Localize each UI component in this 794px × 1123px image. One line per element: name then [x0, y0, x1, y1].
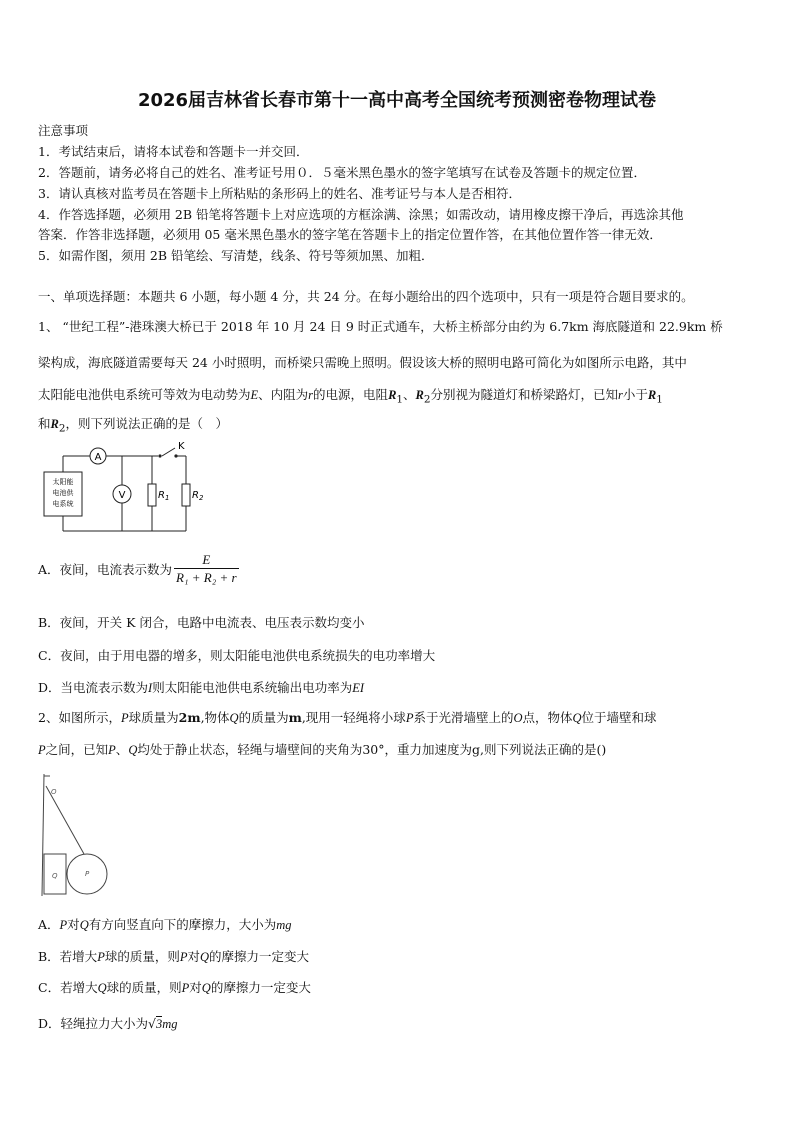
q2-stem-line: P之间，已知P、Q均处于静止状态，轻绳与墙壁间的夹角为30°，重力加速度为g,则下列说法正确的是() — [38, 742, 607, 757]
source-label: 太阳能 — [52, 478, 74, 486]
notice-item: 2．答题前，请务必将自己的姓名、准考证号用０．５毫米黑色墨水的签字笔填写在试卷及答题卡的规定位置． — [38, 165, 646, 180]
q1-stem-line: 和$R_2$，则下列说法正确的是（ ） — [38, 416, 228, 435]
q2-option-b: B．若增大P球的质量，则P对Q的摩擦力一定变大 — [38, 949, 310, 964]
r2-label: $R_2$ — [192, 490, 204, 502]
ammeter-label: A — [94, 452, 102, 463]
point-o-label: O — [51, 788, 57, 796]
q2-wall-figure — [38, 772, 108, 900]
q1-option-d: D．当电流表示数为I则太阳能电池供电系统输出电功率为EI — [38, 680, 365, 695]
r1-label: $R_1$ — [158, 490, 170, 502]
q2-option-a: A．P对Q有方向竖直向下的摩擦力，大小为mg — [38, 917, 292, 932]
ball-p-label: P — [85, 870, 90, 878]
q2-option-d: D．轻绳拉力大小为√3mg — [38, 1016, 178, 1031]
notice-item: 3．请认真核对监考员在答题卡上所粘贴的条形码上的姓名、准考证号与本人是否相符． — [38, 186, 521, 201]
q1-stem-line: 1、 “世纪工程”-港珠澳大桥已于 2018 年 10 月 24 日 9 时正式通车，大桥主桥部分由约为 6.7km 海底隧道和 22.9km 桥 — [38, 319, 723, 334]
notice-item: 答案．作答非选择题，必须用 05 毫米黑色墨水的签字笔在答题卡上的指定位置作答，在其他位置作答一律无效． — [38, 227, 662, 242]
q1-option-c: C．夜间，由于用电器的增多，则太阳能电池供电系统损失的电功率增大 — [38, 648, 436, 663]
q1-circuit-figure — [38, 436, 204, 542]
notice-item: 1．考试结束后，请将本试卷和答题卡一并交回． — [38, 144, 309, 159]
voltmeter-label: V — [118, 490, 126, 501]
q2-option-c: C．若增大Q球的质量，则P对Q的摩擦力一定变大 — [38, 980, 311, 995]
notice-item: 4．作答选择题，必须用 2B 铅笔将答题卡上对应选项的方框涂满、涂黑；如需改动，请用橡皮擦干净后，再选涂其他 — [38, 207, 684, 222]
source-label: 电系统 — [52, 500, 74, 508]
block-q-label: Q — [52, 872, 58, 880]
q1-stem-line: 太阳能电池供电系统可等效为电动势为E、内阻为r的电源，电阻$R_1$、$R_2$分别视为隧道灯和桥梁路灯，已知r小于$R_1$ — [38, 387, 663, 406]
switch-label: K — [178, 441, 185, 452]
exam-title: 2026届吉林省长春市第十一高中高考全国统考预测密卷物理试卷 — [137, 90, 657, 111]
q2-stem-line: 2、如图所示，P球质量为2m,物体Q的质量为m,现用一轻绳将小球P系于光滑墙壁上的O点，物体Q位于墙壁和球 — [38, 710, 657, 725]
q1-option-a: A．夜间，电流表示数为 $\frac{E}{\text{R₁ + R₂ + r}}$ — [38, 552, 237, 585]
notice-item: 5．如需作图，须用 2B 铅笔绘、写清楚，线条、符号等须加黑、加粗． — [38, 248, 434, 263]
section-heading: 一、单项选择题：本题共 6 小题，每小题 4 分，共 24 分。在每小题给出的四个选项中，只有一项是符合题目要求的。 — [38, 289, 694, 304]
q1-stem-line: 梁构成，海底隧道需要每天 24 小时照明，而桥梁只需晚上照明。假设该大桥的照明电路可简化为如图所示电路，其中 — [38, 355, 687, 370]
notice-heading: 注意事项 — [38, 123, 89, 138]
q1-option-b: B．夜间，开关 K 闭合，电路中电流表、电压表示数均变小 — [38, 615, 365, 630]
source-label: 电池供 — [52, 489, 74, 497]
